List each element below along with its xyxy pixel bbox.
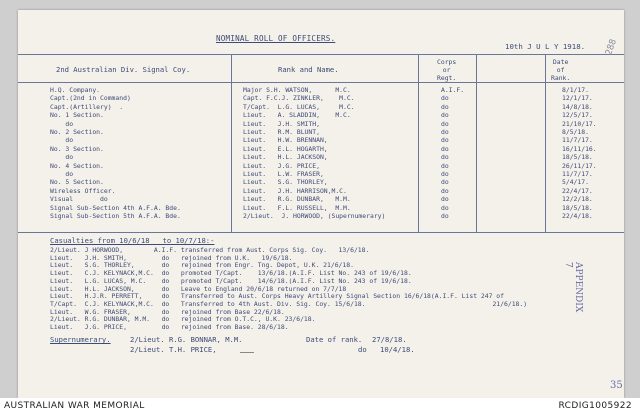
roll-row-unit: do (50, 119, 74, 128)
supernumerary-date-label: do (358, 345, 367, 354)
roll-row-rank-name: Lieut. F.L. RUSSELL, M.M. (243, 203, 351, 212)
roll-bottom-rule (18, 232, 624, 233)
roll-row-date: 22/4/18. (562, 212, 593, 220)
roll-row-rank-name: Lieut. R.M. BLUNT, (243, 128, 320, 136)
roll-row-rank-name: Lieut. A. SLADDIN, M.C. (243, 111, 351, 120)
supernumerary-date: 10/4/18. (380, 345, 415, 354)
roll-row-unit: Wireless Officer. (50, 186, 116, 195)
roll-row-corps: do (441, 153, 449, 162)
roll-row-unit: H.Q. Company. (50, 86, 101, 94)
roll-row-date: 12/5/17. (562, 111, 593, 120)
roll-row-unit: No. 5 Section. (50, 178, 104, 187)
roll-row-date: 8/1/17. (562, 86, 589, 94)
column-divider (476, 54, 477, 233)
roll-row-rank-name: Lieut. J.H. HARRISON,M.C. (243, 186, 347, 195)
roll-row-corps: do (441, 128, 449, 136)
corner-number-stamp: 288 (604, 38, 620, 57)
column-divider (418, 54, 419, 233)
casualty-entry: Lieut. H.J.R. PERRETT, do Transferred to Aust. Corps Heavy Artillery Signal Section 16/6/18(A.I.F. List 247 of (50, 292, 505, 301)
roll-row-date: 26/11/17. (562, 161, 597, 170)
roll-row-corps: do (441, 119, 449, 128)
casualty-entry: 2/Lieut. R.G. DUNBAR, M.M. do rejoined from O.T.C., U.K. 23/6/18. (50, 315, 316, 324)
casualty-entry: T/Capt. C.J. KELYNACK,M.C. do Transferred to 4th Aust. Div. Sig. Coy. 15/6/18. 21/6/18.) (50, 299, 528, 308)
header-corps: Corps or Regt. (437, 58, 457, 82)
roll-row-unit: do (50, 170, 74, 178)
header-bottom-rule (18, 82, 624, 83)
appendix-annotation: APPENDIX 7 (563, 262, 583, 313)
roll-row-date: 12/2/18. (562, 195, 593, 204)
roll-row-unit: No. 1 Section. (50, 111, 104, 120)
roll-row-corps: do (441, 170, 449, 178)
roll-row-corps: do (441, 161, 449, 170)
casualty-entry: Lieut. L.G. LUCAS, M.C. do promoted T/Capt. 14/6/18.(A.I.F. List No. 243 of 19/6/18. (50, 276, 412, 285)
roll-row-corps: do (441, 178, 449, 187)
roll-row-rank-name: T/Capt. L.G. LUCAS, M.C. (243, 102, 355, 111)
roll-row-unit: Capt.(2nd in Command) (50, 94, 131, 103)
roll-row-date: 18/5/18. (562, 153, 593, 162)
roll-row-unit: Visual do (50, 195, 108, 204)
roll-row-unit: Signal Sub-Section 4th A.F.A. Bde. (50, 203, 181, 212)
supernumerary-date-label: Date of rank. (306, 335, 363, 344)
roll-row-corps: do (441, 111, 449, 120)
archive-footer (0, 398, 640, 415)
header-date-rank: Date of Rank. (551, 58, 571, 82)
roll-row-corps: do (441, 203, 449, 212)
roll-row-corps: do (441, 144, 449, 153)
roll-row-date: 21/10/17. (562, 119, 597, 128)
supernumerary-name: 2/Lieut. T.H. PRICE, (130, 345, 217, 354)
footer-reference: RCDIG1005922 (558, 401, 632, 411)
roll-row-rank-name: Lieut. H.L. JACKSON, (243, 153, 328, 162)
roll-row-rank-name: Lieut. L.W. FRASER, (243, 170, 324, 178)
casualty-entry: Lieut. S.G. THORLEY, do rejoined from Engr. Tng. Depot, U.K. 21/6/18. (50, 261, 354, 270)
casualty-entry: Lieut. H.L. JACKSON, do Leave to England 20/6/18 returned on 7/7/18 (50, 284, 347, 293)
header-rank-name: Rank and Name. (278, 65, 339, 74)
roll-row-rank-name: Lieut. E.L. HOGARTH, (243, 144, 328, 153)
roll-row-corps: do (441, 136, 449, 145)
roll-row-date: 12/1/17. (562, 94, 593, 103)
roll-row-unit: No. 2 Section. (50, 128, 104, 136)
header-unit: 2nd Australian Div. Signal Coy. (56, 65, 191, 74)
roll-row-rank-name: Major S.H. WATSON, M.C. (243, 86, 351, 94)
page-number: 35 (610, 380, 623, 391)
header-top-rule (18, 54, 624, 55)
roll-row-date: 14/8/18. (562, 102, 593, 111)
casualty-entry: Lieut. J.H. SMITH, do rejoined from U.K. 19/6/18. (50, 253, 293, 262)
roll-row-corps: do (441, 186, 449, 195)
roll-row-rank-name: Capt. F.C.J. ZINKLER, M.C. (243, 94, 355, 103)
tick-mark (240, 352, 254, 353)
casualty-entry: Lieut. J.G. PRICE, do rejoined from Base. 28/6/18. (50, 323, 289, 331)
roll-row-rank-name: Lieut. J.H. SMITH, (243, 119, 320, 128)
roll-row-unit: No. 3 Section. (50, 144, 104, 153)
column-divider (231, 54, 232, 233)
roll-row-date: 8/5/18. (562, 128, 589, 136)
footer-institution: AUSTRALIAN WAR MEMORIAL (4, 401, 145, 411)
roll-row-date: 11/7/17. (562, 136, 593, 145)
roll-row-corps: do (441, 94, 449, 103)
roll-row-rank-name: Lieut. S.G. THORLEY, (243, 178, 328, 187)
roll-row-date: 22/4/17. (562, 186, 593, 195)
roll-row-unit: do (50, 153, 74, 162)
roll-row-corps: do (441, 212, 449, 220)
document-title: NOMINAL ROLL OF OFFICERS. (216, 34, 336, 43)
roll-row-rank-name: Lieut. H.W. BRENNAN, (243, 136, 328, 145)
casualties-heading: Casualties from 10/6/18 to 10/7/18:- (50, 236, 215, 245)
roll-row-date: 5/4/17. (562, 178, 589, 187)
roll-row-rank-name: 2/Lieut. J. HORWOOD, (Supernumerary) (243, 212, 386, 220)
roll-row-unit: Signal Sub-Section 5th A.F.A. Bde. (50, 212, 181, 220)
roll-row-date: 18/5/18. (562, 203, 593, 212)
roll-row-corps: A.I.F. (441, 86, 465, 94)
supernumerary-label: Supernumerary. (50, 335, 111, 344)
roll-row-corps: do (441, 195, 449, 204)
casualty-entry: 2/Lieut. J HORWOOD, A.I.F. transferred from Aust. Corps Sig. Coy. 13/6/18. (50, 246, 370, 254)
supernumerary-name: 2/Lieut. R.G. BONNAR, M.M. (130, 335, 243, 344)
roll-row-rank-name: Lieut. R.G. DUNBAR, M.M. (243, 195, 351, 204)
casualty-entry: Lieut. C.J. KELYNACK,M.C. do promoted T/Capt. 13/6/18.(A.I.F. List No. 243 of 19/6/18. (50, 269, 412, 278)
column-divider (545, 54, 546, 233)
casualty-entry: Lieut. W.G. FRASER, do rejoined from Base 22/6/18. (50, 307, 285, 316)
roll-row-date: 16/11/16. (562, 144, 597, 153)
roll-row-corps: do (441, 102, 449, 111)
document-date: 10th J U L Y 1918. (505, 42, 586, 51)
roll-row-date: 11/7/17. (562, 170, 593, 178)
roll-row-unit: do (50, 136, 74, 145)
supernumerary-date: 27/8/18. (372, 335, 407, 344)
roll-row-unit: Capt.(Artillery) . (50, 102, 124, 111)
roll-row-unit: No. 4 Section. (50, 161, 104, 170)
roll-row-rank-name: Lieut. J.G. PRICE, (243, 161, 320, 170)
